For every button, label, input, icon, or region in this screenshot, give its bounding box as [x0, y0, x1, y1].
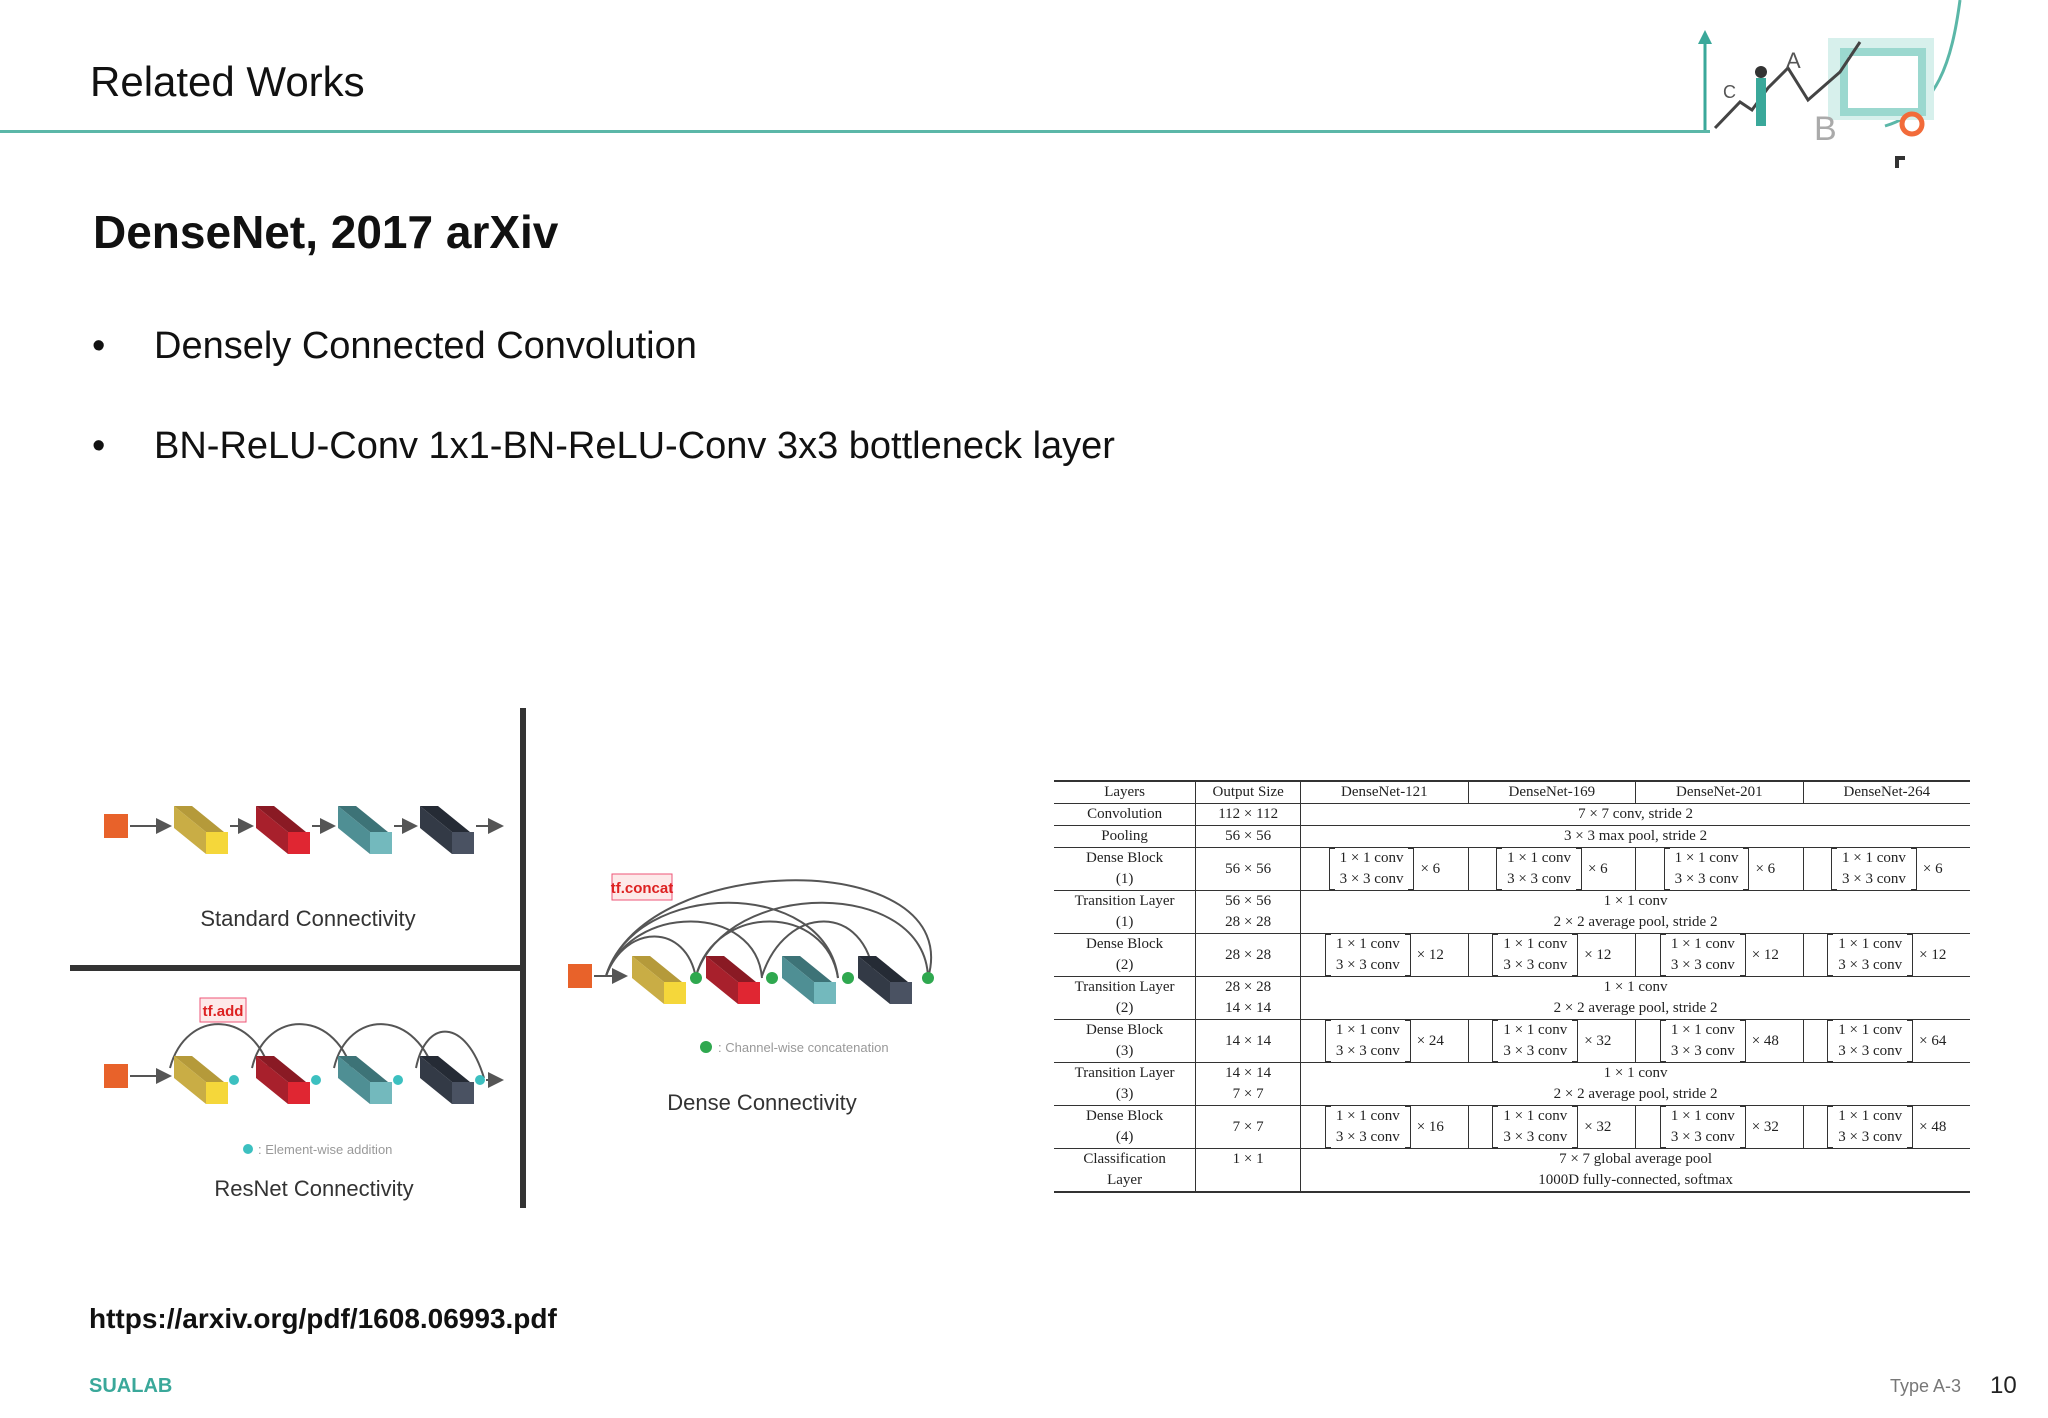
bottleneck-line: 3 × 3 conv [1670, 1129, 1735, 1145]
table-row [1054, 1020, 1970, 1063]
bottleneck-line: 3 × 3 conv [1838, 957, 1903, 973]
table-row [1054, 998, 1970, 1020]
size-cell: 28 × 28 [1196, 934, 1301, 977]
size-cell: 28 × 28 [1196, 977, 1301, 999]
bottleneck-line: 1 × 1 conv [1674, 850, 1739, 866]
size-cell: 1 × 1 [1196, 1149, 1301, 1171]
block-cell [1301, 1020, 1469, 1063]
layer-name: Dense Block [1086, 1108, 1164, 1124]
resnet-connectivity-diagram [104, 998, 502, 1154]
repeat-count: × 12 [1416, 946, 1444, 963]
layer-cell: Transition Layer [1074, 1065, 1175, 1081]
logo-letter-a: A [1786, 48, 1801, 73]
repeat-count: × 6 [1587, 860, 1608, 877]
bottleneck-line: 1 × 1 conv [1838, 1022, 1903, 1038]
bottleneck-line: 3 × 3 conv [1670, 957, 1735, 973]
size-cell: 56 × 56 [1196, 826, 1301, 848]
table-header: DenseNet-201 [1636, 781, 1804, 804]
layer-number: (2) [1115, 957, 1134, 973]
repeat-count: × 32 [1584, 1032, 1612, 1049]
slide-header: Related Works [90, 58, 365, 105]
block-cell [1468, 934, 1636, 977]
bottleneck-line: 1 × 1 conv [1335, 1108, 1400, 1124]
paper-link[interactable]: https://arxiv.org/pdf/1608.06993.pdf [89, 1303, 557, 1334]
block-cell [1636, 1106, 1804, 1149]
layer-cell [1054, 1020, 1196, 1063]
bottleneck-line: 3 × 3 conv [1335, 1129, 1400, 1145]
layer-number: (3) [1115, 1043, 1134, 1059]
bullet-marker: • [92, 425, 106, 467]
spec-cell: 7 × 7 global average pool [1301, 1149, 1970, 1171]
table-row [1054, 977, 1970, 999]
bottleneck-line: 3 × 3 conv [1674, 871, 1739, 887]
section-title: DenseNet, 2017 arXiv [93, 206, 559, 258]
layer-number: (1) [1115, 914, 1134, 930]
block-cell [1803, 934, 1970, 977]
repeat-count: × 6 [1922, 860, 1943, 877]
densenet-architecture-table [1054, 780, 1970, 1193]
table-row [1054, 1063, 1970, 1085]
standard-connectivity-diagram [104, 806, 502, 854]
block-cell [1301, 1106, 1469, 1149]
layer-cell: Layer [1107, 1172, 1143, 1188]
table-header-row [1054, 781, 1970, 804]
spec-cell: 2 × 2 average pool, stride 2 [1301, 1084, 1970, 1106]
block-cell [1468, 848, 1636, 891]
size-cell: 28 × 28 [1196, 912, 1301, 934]
repeat-count: × 32 [1584, 1118, 1612, 1135]
bottleneck-line: 1 × 1 conv [1503, 1022, 1568, 1038]
block-cell [1803, 1106, 1970, 1149]
block-cell [1636, 1020, 1804, 1063]
size-cell: 14 × 14 [1196, 1063, 1301, 1085]
bottleneck-line: 3 × 3 conv [1670, 1043, 1735, 1059]
layer-cell: Pooling [1101, 828, 1148, 844]
layer-name: Dense Block [1086, 936, 1164, 952]
standard-connectivity-label: Standard Connectivity [200, 906, 416, 931]
bottleneck-line: 1 × 1 conv [1670, 936, 1735, 952]
resnet-connectivity-label: ResNet Connectivity [214, 1176, 414, 1201]
table-row [1054, 804, 1970, 826]
table-row [1054, 891, 1970, 913]
logo-letter-b: B [1814, 110, 1837, 148]
repeat-count: × 12 [1919, 946, 1947, 963]
bottleneck-line: 1 × 1 conv [1670, 1022, 1735, 1038]
tf-concat-tag: tf.concat [610, 880, 674, 897]
lab-logo [1690, 0, 1990, 175]
header-divider [0, 130, 1710, 133]
bottleneck-line: 1 × 1 conv [1838, 936, 1903, 952]
connectivity-figure [66, 708, 966, 1208]
repeat-count: × 6 [1755, 860, 1776, 877]
block-cell [1301, 848, 1469, 891]
table-row [1054, 826, 1970, 848]
bottleneck-line: 1 × 1 conv [1838, 1108, 1903, 1124]
spec-cell: 3 × 3 max pool, stride 2 [1301, 826, 1970, 848]
size-cell: 14 × 14 [1196, 998, 1301, 1020]
spec-cell: 1000D fully-connected, softmax [1301, 1170, 1970, 1192]
bullet-list [92, 318, 1115, 518]
repeat-count: × 12 [1751, 946, 1779, 963]
block-cell [1468, 1020, 1636, 1063]
channelwise-legend: : Channel-wise concatenation [718, 1040, 889, 1055]
bottleneck-line: 1 × 1 conv [1335, 1022, 1400, 1038]
table-header: DenseNet-169 [1468, 781, 1636, 804]
size-cell: 112 × 112 [1196, 804, 1301, 826]
layer-number: (2) [1115, 1000, 1134, 1016]
repeat-count: × 64 [1919, 1032, 1947, 1049]
bottleneck-line: 3 × 3 conv [1842, 871, 1906, 887]
table-header: Output Size [1196, 781, 1301, 804]
table-row [1054, 848, 1970, 891]
spec-cell: 2 × 2 average pool, stride 2 [1301, 912, 1970, 934]
bullet-text: BN-ReLU-Conv 1x1-BN-ReLU-Conv 3x3 bottleneck layer [154, 425, 1115, 467]
dense-connectivity-diagram [568, 874, 934, 1053]
table-header: DenseNet-121 [1301, 781, 1469, 804]
spec-cell: 7 × 7 conv, stride 2 [1301, 804, 1970, 826]
bottleneck-line: 3 × 3 conv [1503, 957, 1568, 973]
dense-connectivity-label: Dense Connectivity [667, 1090, 857, 1115]
bullet-item [92, 318, 1115, 418]
layer-cell: Convolution [1087, 806, 1163, 822]
layer-number: (4) [1115, 1129, 1134, 1145]
layer-name: Dense Block [1086, 1022, 1164, 1038]
repeat-count: × 32 [1751, 1118, 1779, 1135]
repeat-count: × 16 [1416, 1118, 1444, 1135]
bottleneck-line: 1 × 1 conv [1670, 1108, 1735, 1124]
repeat-count: × 48 [1751, 1032, 1779, 1049]
block-cell [1803, 848, 1970, 891]
block-cell [1636, 848, 1804, 891]
bottleneck-line: 1 × 1 conv [1842, 850, 1906, 866]
page-number: 10 [1990, 1372, 2017, 1399]
block-cell [1636, 934, 1804, 977]
block-cell [1301, 934, 1469, 977]
bottleneck-line: 1 × 1 conv [1507, 850, 1571, 866]
bullet-text: Densely Connected Convolution [154, 325, 697, 367]
bottleneck-line: 3 × 3 conv [1335, 1043, 1400, 1059]
size-cell: 14 × 14 [1196, 1020, 1301, 1063]
bottleneck-line: 3 × 3 conv [1838, 1043, 1903, 1059]
repeat-count: × 24 [1416, 1032, 1444, 1049]
bottleneck-line: 3 × 3 conv [1503, 1129, 1568, 1145]
bullet-marker: • [92, 325, 106, 367]
layer-cell [1054, 1106, 1196, 1149]
spec-cell: 2 × 2 average pool, stride 2 [1301, 998, 1970, 1020]
bottleneck-line: 1 × 1 conv [1503, 936, 1568, 952]
spec-cell: 1 × 1 conv [1301, 1063, 1970, 1085]
layer-cell [1054, 934, 1196, 977]
layer-number: (3) [1115, 1086, 1134, 1102]
table-header: DenseNet-264 [1803, 781, 1970, 804]
footer-brand: SUALAB [89, 1375, 173, 1397]
spec-cell: 1 × 1 conv [1301, 977, 1970, 999]
spec-cell: 1 × 1 conv [1301, 891, 1970, 913]
layer-cell [1054, 848, 1196, 891]
bottleneck-line: 3 × 3 conv [1507, 871, 1571, 887]
tf-add-tag: tf.add [202, 1003, 244, 1020]
size-cell [1196, 1170, 1301, 1192]
bottleneck-line: 1 × 1 conv [1503, 1108, 1568, 1124]
size-cell: 56 × 56 [1196, 848, 1301, 891]
bottleneck-line: 1 × 1 conv [1335, 936, 1400, 952]
logo-letter-c: C [1723, 82, 1736, 102]
layer-name: Dense Block [1086, 850, 1164, 866]
table-row [1054, 1084, 1970, 1106]
block-cell [1803, 1020, 1970, 1063]
repeat-count: × 48 [1919, 1118, 1947, 1135]
repeat-count: × 6 [1420, 860, 1441, 877]
block-cell [1468, 1106, 1636, 1149]
bottleneck-line: 3 × 3 conv [1335, 957, 1400, 973]
bottleneck-line: 3 × 3 conv [1838, 1129, 1903, 1145]
slide-type-label: Type A-3 [1890, 1376, 1962, 1396]
bullet-item [92, 418, 1115, 518]
table-row [1054, 1106, 1970, 1149]
bottleneck-line: 3 × 3 conv [1339, 871, 1404, 887]
layer-cell: Transition Layer [1074, 979, 1175, 995]
size-cell: 56 × 56 [1196, 891, 1301, 913]
elementwise-legend: : Element-wise addition [258, 1142, 393, 1157]
size-cell: 7 × 7 [1196, 1084, 1301, 1106]
table-header: Layers [1104, 784, 1145, 800]
layer-cell: Transition Layer [1074, 893, 1175, 909]
repeat-count: × 12 [1584, 946, 1612, 963]
table-row [1054, 912, 1970, 934]
table-row [1054, 1149, 1970, 1171]
size-cell: 7 × 7 [1196, 1106, 1301, 1149]
table-row [1054, 1170, 1970, 1192]
table-row [1054, 934, 1970, 977]
bottleneck-line: 3 × 3 conv [1503, 1043, 1568, 1059]
layer-number: (1) [1115, 871, 1134, 887]
layer-cell: Classification [1083, 1151, 1166, 1167]
bottleneck-line: 1 × 1 conv [1339, 850, 1404, 866]
